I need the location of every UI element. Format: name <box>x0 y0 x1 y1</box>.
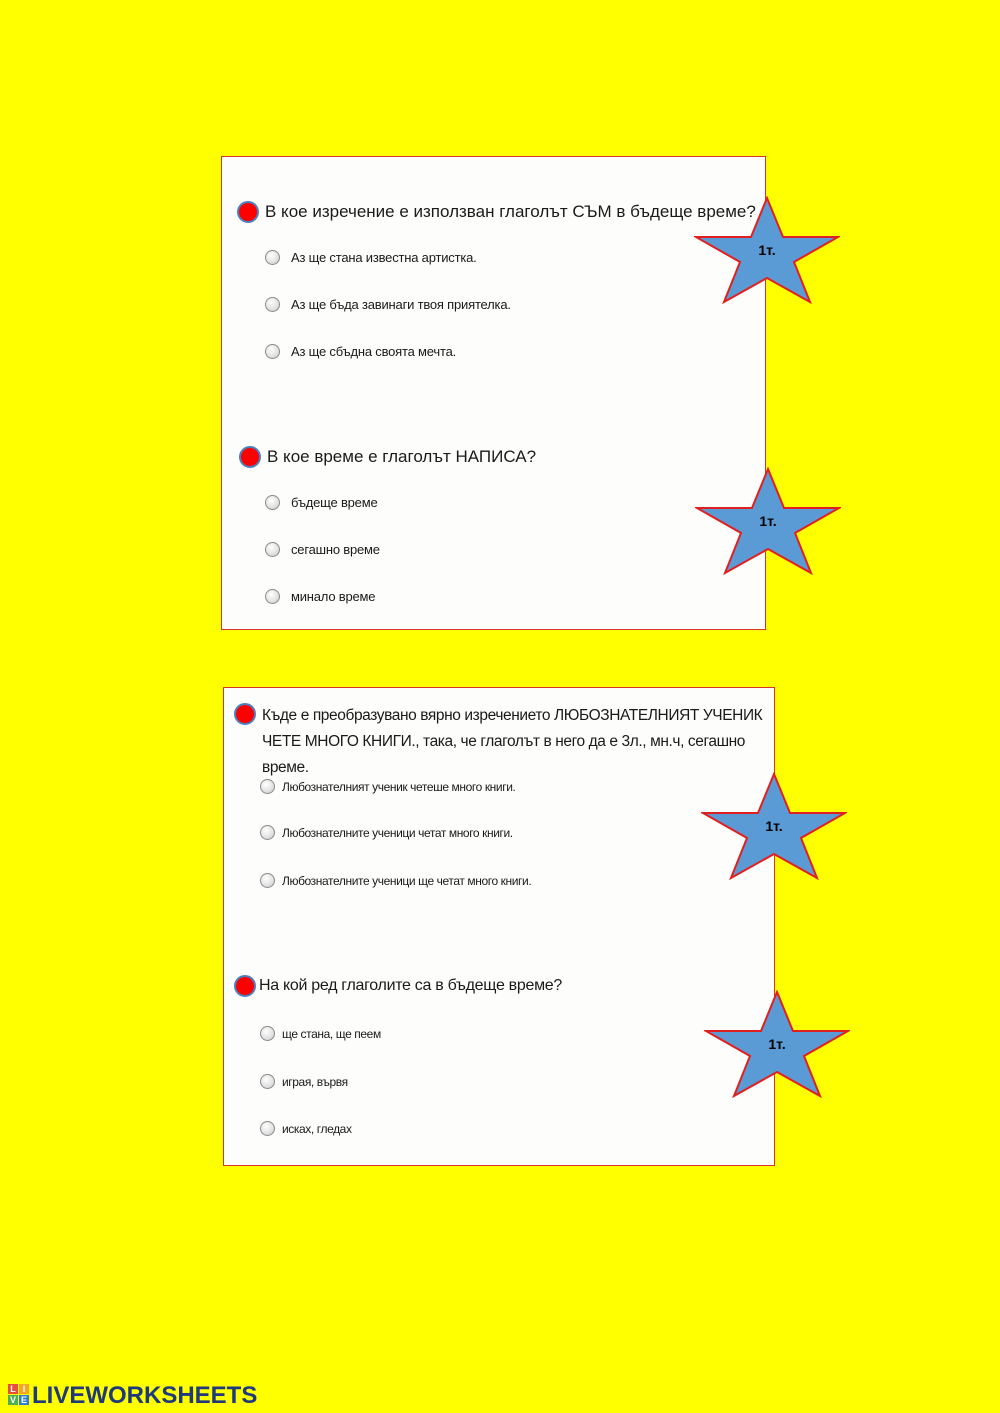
question-bullet-icon <box>237 201 259 223</box>
radio-button[interactable] <box>260 1074 275 1089</box>
option-label: бъдеще време <box>291 495 378 510</box>
option-label: играя, вървя <box>282 1075 348 1089</box>
option-label: Любознателният ученик четеше много книги. <box>282 780 516 794</box>
logo-mark-icon <box>8 1384 30 1406</box>
radio-button[interactable] <box>265 297 280 312</box>
points-label: 1т. <box>759 513 777 529</box>
radio-button[interactable] <box>260 1121 275 1136</box>
radio-button[interactable] <box>260 1026 275 1041</box>
radio-button[interactable] <box>265 250 280 265</box>
points-star-1 <box>694 196 840 304</box>
question-1-text: В кое изречение е използван глаголът СЪМ в бъдеще време? <box>265 202 756 221</box>
option-label: исках, гледах <box>282 1122 352 1136</box>
question-2-text: В кое време е глаголът НАПИСА? <box>267 447 537 466</box>
logo-letter: I <box>19 1384 29 1394</box>
question-3-text: Къде е преобразувано вярно изречението ЛЮБОЗНАТЕЛНИЯТ УЧЕНИК ЧЕТЕ МНОГО КНИГИ., така, че глаголът в него да е 3л., мн.ч, сегашно време. <box>262 707 763 776</box>
radio-button[interactable] <box>260 873 275 888</box>
question-card-1 <box>221 156 766 630</box>
radio-button[interactable] <box>265 542 280 557</box>
points-star-2 <box>695 467 841 575</box>
logo-letter: E <box>20 1395 27 1405</box>
points-label: 1т. <box>768 1036 786 1052</box>
option-label: Любознателните ученици ще четат много книги. <box>282 874 532 888</box>
points-label: 1т. <box>758 242 776 258</box>
option-label: Аз ще бъда завинаги твоя приятелка. <box>291 297 511 312</box>
logo-text: LIVEWORKSHEETS <box>32 1382 258 1409</box>
logo-letter: V <box>9 1395 16 1405</box>
radio-button[interactable] <box>265 495 280 510</box>
radio-button[interactable] <box>265 589 280 604</box>
points-star-4 <box>704 990 850 1098</box>
radio-button[interactable] <box>265 344 280 359</box>
radio-button[interactable] <box>260 825 275 840</box>
points-label: 1т. <box>765 818 783 834</box>
radio-button[interactable] <box>260 779 275 794</box>
question-4-text: На кой ред глаголите са в бъдеще време? <box>259 977 562 994</box>
option-label: Любознателните ученици четат много книги. <box>282 826 513 840</box>
question-bullet-icon <box>239 446 261 468</box>
question-bullet-icon <box>234 703 256 725</box>
option-label: Аз ще сбъдна своята мечта. <box>291 344 457 359</box>
points-star-3 <box>701 772 847 880</box>
option-label: минало време <box>291 589 376 604</box>
question-card-2 <box>223 687 775 1166</box>
question-bullet-icon <box>234 975 256 997</box>
logo-letter: L <box>8 1384 18 1394</box>
option-label: ще стана, ще пеем <box>282 1027 381 1041</box>
option-label: Аз ще стана известна артистка. <box>291 250 477 265</box>
option-label: сегашно време <box>291 542 380 557</box>
